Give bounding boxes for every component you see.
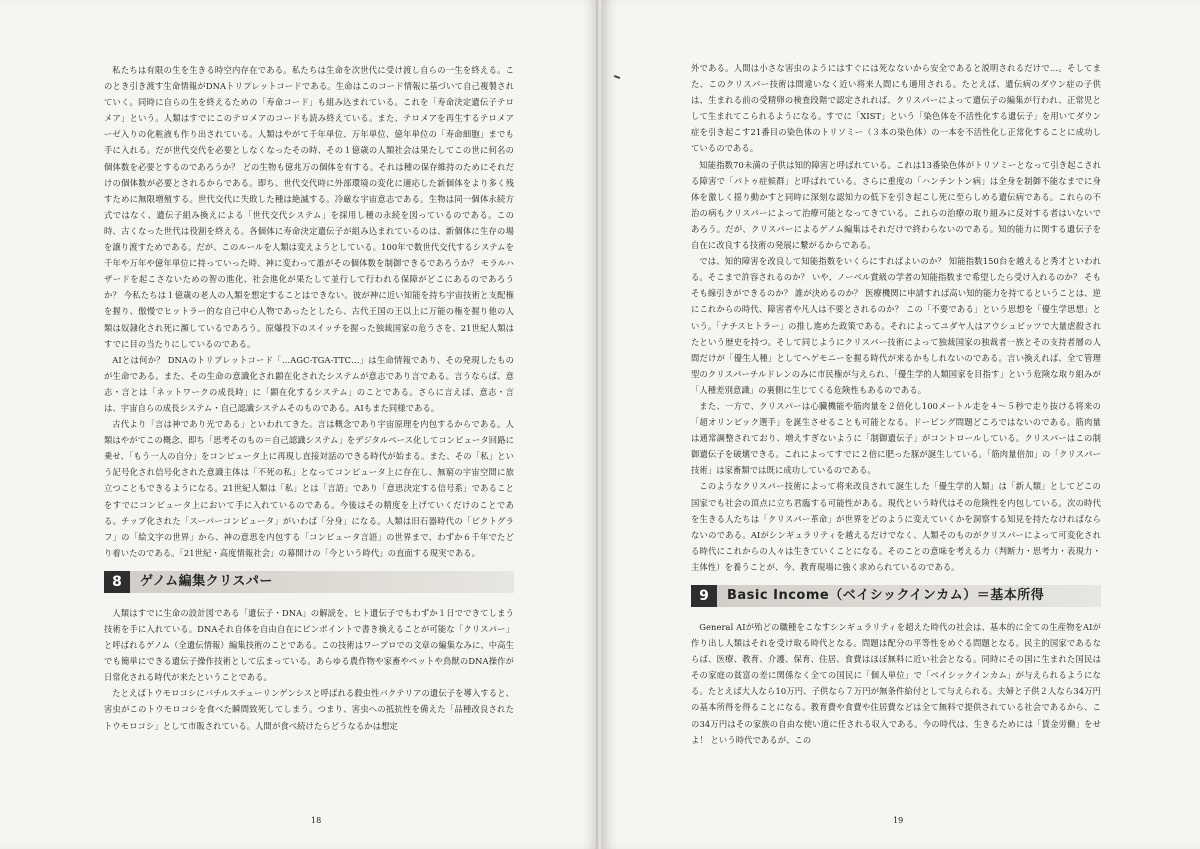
section-number: 8 [104,571,130,593]
right-text-column [691,60,1101,748]
page-number: 18 [311,816,322,825]
paragraph: このようなクリスパー技術によって将来改良されて誕生した「優生学的人類」は「新人類」としてどこの国家でも社会の頂点に立ち君臨する可能性がある。現代という時代はその危険性を内包している。次の時代を生きる人たちは「クリスパー革命」が世界をどのように変えていくかを洞察する知見を持たなければならないのである。AIがシンギュラリティを越えるだけでなく、人類そのものがクリスパーによって可変化される時代にこれからの人々は生きていくことになる。そのことの意味を考える力（判断力・思考力・表現力・主体性）を養うことが、今、教育現場に強く求められているのである。 [691,481,1101,572]
paragraph: 外である。人間は小さな害虫のようにはすぐには死なないから安全であると説明されるだけで…。そしてまた、このクリスパー技術は間違いなく近い将来人間にも適用される。たとえば、遺伝病のダウン症の子供は、生まれる前の受精卵の検査段階で認定されれば、クリスパーによって遺伝子の編集が行われ、正常児として生まれてこられるようになる。すでに「XIST」という「染色体を不活性化する遺伝子」を用いてダウン症を引き起こす21番目の染色体のトリソミー（３本の染色体）の一本を不活性化し正常化することに成功しているのである。 [691,63,1101,154]
paragraph: AIとは何か？ DNAのトリプレットコード「…AGC-TGA-TTC…」は生命情報であり、その発現したものが生命である。また、その生命の意識化され顕在化されたシステムが意志であり言である。言うならば、意志・言とは「ネットワークの成長時」に「顕在化するシステム」のことである。さらに言えば、意志・言は、宇宙自らの成長システム・自己認識システムそのものである。AIもまた同様である。 [104,354,514,413]
left-page [0,0,598,849]
section-title: Basic Income（ベイシックインカム）＝基本所得 [727,587,1045,603]
page-number: 19 [893,816,904,825]
paragraph: 私たちは有限の生を生きる時空内存在である。私たちは生命を次世代に受け渡し自らの一生を終える。このとき引き渡す生命情報がDNAトリプレットコードである。生命はこのコード情報に基づいて自己複製されていく。同時に自らの生を終えるための「寿命コード」も組み込まれている。これを「寿命決定遺伝子テロメア」という。人類はすでにこのテロメアのコードも読み終えている。また、テロメアを再生するテロメアーゼ入りの化粧液も作り出されている。人類はやがて千年単位、万年単位、億年単位の「寿命細胞」までも手に入れる。だが世代交代を必要としなくなったその時、その１億歳の人類社会は果たしてこの世に何名の個体数を必要とするのであろうか？ どの生物も億兆万の個体を有する。それは種の保存維持のためにそれだけの個体数が必要とされるからである。即ち、世代交代時に外部環境の変化に適応した新個体をより多く残すために無限増殖する。世代交代に失敗した種は絶滅する。冷厳な宇宙意志である。生物は同一個体永続方式ではなく、遺伝子組み換えによる「世代交代システム」を採用し種の永続を図っているのである。この時、古くなった世代は役割を終える。各個体に寿命決定遺伝子が組み込まれているのは、新個体に生存の場を譲り渡すためである。だが、このルールを人類は変えようとしている。100年で数世代交代するシステムを千年や万年や億年単位に持っていった時、神に変わって誰がその個体数を制御できるであろうか？ モラルハザードを起こさないための智の進化、社会進化が果たして並行して行われる保障がどこにあるのであろうか？ 今私たちは１億歳の老人の人類を想定することはできない。彼が神に近い知能を持ち宇宙技術と支配権を握り、傲慢でヒットラー的な自己中心人物であったとしたら、古代王国の王以上に万能の権を握り他の人類は奴隷化され死に瀕しているであろう。原爆投下のスイッチを握った独裁国家の危うさを、21世紀人類はすでに目の当たりにしているのである。 [104,65,514,349]
right-page [602,0,1200,849]
paragraph: また、一方で、クリスパーは心臓機能や筋肉量を２倍化し100メートル走を４～５秒で走り抜ける将来の「超オリンピック選手」を誕生させることも可能となる。ドーピング問題どころではないのである。筋肉量は通常調整されており、増えすぎないように「制御遺伝子」がコントロールしている。クリスパーはこの制御遺伝子を破壊できる。これによってすでに２倍に肥った豚が誕生している。「筋肉量倍加」の「クリスパー技術」は家畜類では既に成功しているのである。 [691,400,1101,476]
paragraph: では、知的障害を改良して知能指数をいくらにすればよいのか？ 知能指数150台を越えると秀才といわれる。そこまで許容されるのか？ いや、ノーベル賞級の学者の知能指数まで希望したら受け入れるのか？ そもそも線引きができるのか？ 誰が決めるのか？ 医療機関に申請すれば高い知的能力を持てるということは、逆にこれからの時代、障害者や凡人は不要とされるのか？ この「不要である」という思想を「優生学思想」という。「ナチスヒトラー」の推し進めた政策である。それによってユダヤ人はアウシュビッツで大量虐殺されたという歴史を持つ。そして同じようにクリスパー技術によって独裁国家の独裁者一族とその支持者層の人間だけが「優生人種」としてへゲモニーを握る時代が来るかもしれないのである。言い換えれば、全て管理型のクリスパーチルドレンのみに市民権が与えられ、「優生学的人類国家を目指す」という危険な取り組みが「人種差別意識」の裏側に生じてくる危険性もあるのである。 [691,256,1101,395]
section-number: 9 [691,585,717,607]
left-text-column [104,62,514,734]
section-heading-9 [691,585,1101,607]
paragraph: たとえばトウモロコシにバチルスチューリンゲンシスと呼ばれる殺虫性バクテリアの遺伝子を導入すると、害虫がこのトウモロコシを食べた瞬間致死してしまう。つまり、害虫への抵抗性を備えた「品種改良されたトウモロコシ」として市販されている。人間が食べ続けたらどうなるかは想定 [104,688,514,731]
paragraph: General AIが殆どの職種をこなすシンギュラリティを超えた時代の社会は、基本的に全ての生産物をAIが作り出し人類はそれを受け取る時代となる。問題は配分の平等性をめぐる問題となる。民主的国家であるならば、医療、教育、介護、保育、住居、食費はほぼ無料に近い社会となる。同時にその国に生まれた国民はその家庭の貧富の差に関係なく全ての国民に「個人単位」で「ベイシックインカム」が与えられるようになる。たとえば大人なら10万円、子供なら７万円が無条件給付として与えられる。夫婦と子供２人なら34万円の基本所得を得ることになる。教育費や食費や住居費などは全て無料で提供されている社会であるから、この34万円はその家族の自由な使い道に任される収入である。今の時代は、生きるためには「賃金労働」をせよ！ という時代であるが、この [691,622,1101,745]
print-mark [614,75,620,79]
paragraph: 知能指数70未満の子供は知的障害と呼ばれている。これは13番染色体がトリソミーとなって引き起こされる障害で「パトゥ症候群」と呼ばれている。さらに重度の「ハンチントン病」は全身を制御不能なまでに身体を激しく揺り動かすと同時に深刻な認知力の低下を引き起こし死に至らしめる遺伝病である。これらの不治の病もクリスパーによって治療可能となってきている。これらの治療の取り組みに反対する者はいないであろう。だが、クリスパーによるゲノム編集はそれだけで終わらないのである。知的能力に関する遺伝子を自在に改良する技術の発展に繋がるからである。 [691,159,1101,251]
paragraph: 古代より「言は神であり光である」といわれてきた。言は概念であり宇宙原理を内包するからである。人類はやがてこの概念、即ち「思考そのもの＝自己認識システム」をデジタルベース化してコンピュータ回路に乗せ、「もう一人の自分」をコンピュータ上に再現し直接対話のできる時代が始まる。また、その「私」という記号化され信号化された意識主体は「不死の私」となってコンピュータ上に存在し、無窮の宇宙空間に旅立つこともできるようになる。21世紀人類は「私」とは「言語」であり「意思決定する信号系」であることをすでにコンピュータ上において手に入れているのである。今後はその精度を上げていくだけのことである。チップ化された「スーパーコンピュータ」がいわば「分身」になる。人類は旧石器時代の「ピクトグラフ」の「絵文字の世界」から、神の意思を内包する「コンピュータ言語」の世界まで、わずか６千年でたどり着いたのである。「21世紀・高度情報社会」の幕開けの「今という時代」の直面する現実である。 [104,419,514,558]
section-heading-8 [104,571,514,593]
section-title: ゲノム編集クリスパー [140,573,273,589]
paragraph: 人類はすでに生命の設計図である「遺伝子・DNA」の解読を、ヒト遺伝子でもわずか１日でできてしまう技術を手に入れている。DNAそれ自体を自由自在にピンポイントで書き換えることが可能な「クリスパー」と呼ばれるゲノム（全遺伝情報）編集技術のことである。この技術はワープロでの文章の編集なみに、中高生でも簡単にできる遺伝子操作技術として広まっている。あらゆる農作物や家畜やペットや鳥獣のDNA操作が日常化される時代が来たということである。 [104,607,514,683]
